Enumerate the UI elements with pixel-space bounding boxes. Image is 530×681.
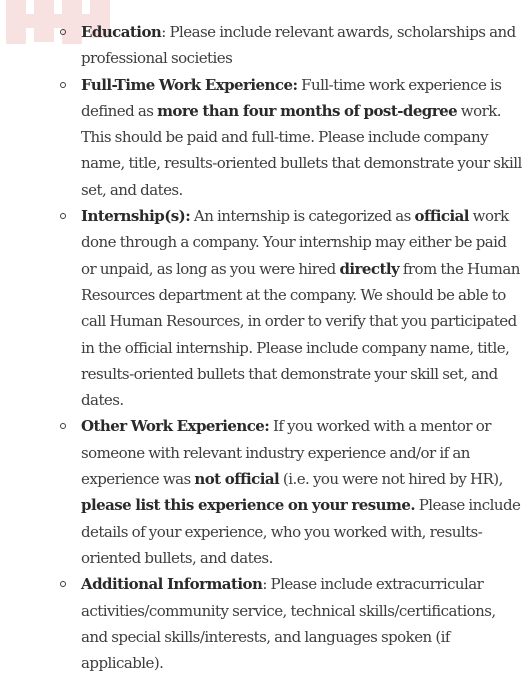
list-item-internships xyxy=(0,203,530,413)
item-text: : Please include extracurricular activities/community service, technical skills/certifications, and special skills/interests, and languages spoken (if applicable). xyxy=(81,575,496,673)
circle-bullet-icon xyxy=(60,82,66,88)
item-text: work. This should be paid and full-time. Please include company name, title, results-oriented bullets that demonstrate your skill set, and dates. xyxy=(81,101,522,199)
item-text: work done through a company. Your internship may either be paid or unpaid, as long as you were hired xyxy=(81,207,509,278)
list-item-education xyxy=(0,19,530,72)
list-item-full-time-work-experience xyxy=(0,72,530,203)
circle-bullet-icon xyxy=(60,581,66,587)
item-label: Other Work Experience: xyxy=(81,417,270,436)
circle-bullet-icon xyxy=(60,29,66,35)
list-item-other-work-experience xyxy=(0,413,530,571)
circle-bullet-icon xyxy=(60,213,66,219)
item-text: An internship is categorized as xyxy=(190,207,415,226)
item-emphasis: official xyxy=(414,207,469,226)
item-text: (i.e. you were not hired by HR), xyxy=(279,470,503,489)
item-label: Education xyxy=(81,23,162,41)
item-text: If you worked with a mentor or someone with relevant industry experience and/or if an experience was xyxy=(81,417,491,489)
item-label: Additional Information xyxy=(81,575,263,594)
circle-bullet-icon xyxy=(60,423,66,429)
item-text: Please include details of your experience, who you worked with, results-oriented bullets, and dates. xyxy=(81,496,521,567)
list-item-additional-information xyxy=(0,571,530,676)
item-text: : Please include relevant awards, scholarships and professional societies xyxy=(81,23,516,68)
resume-requirements-list xyxy=(0,19,530,676)
item-emphasis: directly xyxy=(339,259,400,278)
item-text: from the Human Resources department at the company. We should be able to call Human Resources, in order to verify that you participated in the official internship. Please include company name, title, results-oriented bullets that demonstrate your skill set, and dates. xyxy=(81,259,520,410)
item-emphasis: not official xyxy=(194,470,280,489)
item-emphasis: please list this experience on your resume. xyxy=(81,496,415,515)
item-text: Full-time work experience is defined as xyxy=(81,75,502,120)
item-emphasis: more than four months of post-degree xyxy=(157,101,458,120)
item-label: Full-Time Work Experience: xyxy=(81,75,298,94)
item-label: Internship(s): xyxy=(81,207,191,226)
